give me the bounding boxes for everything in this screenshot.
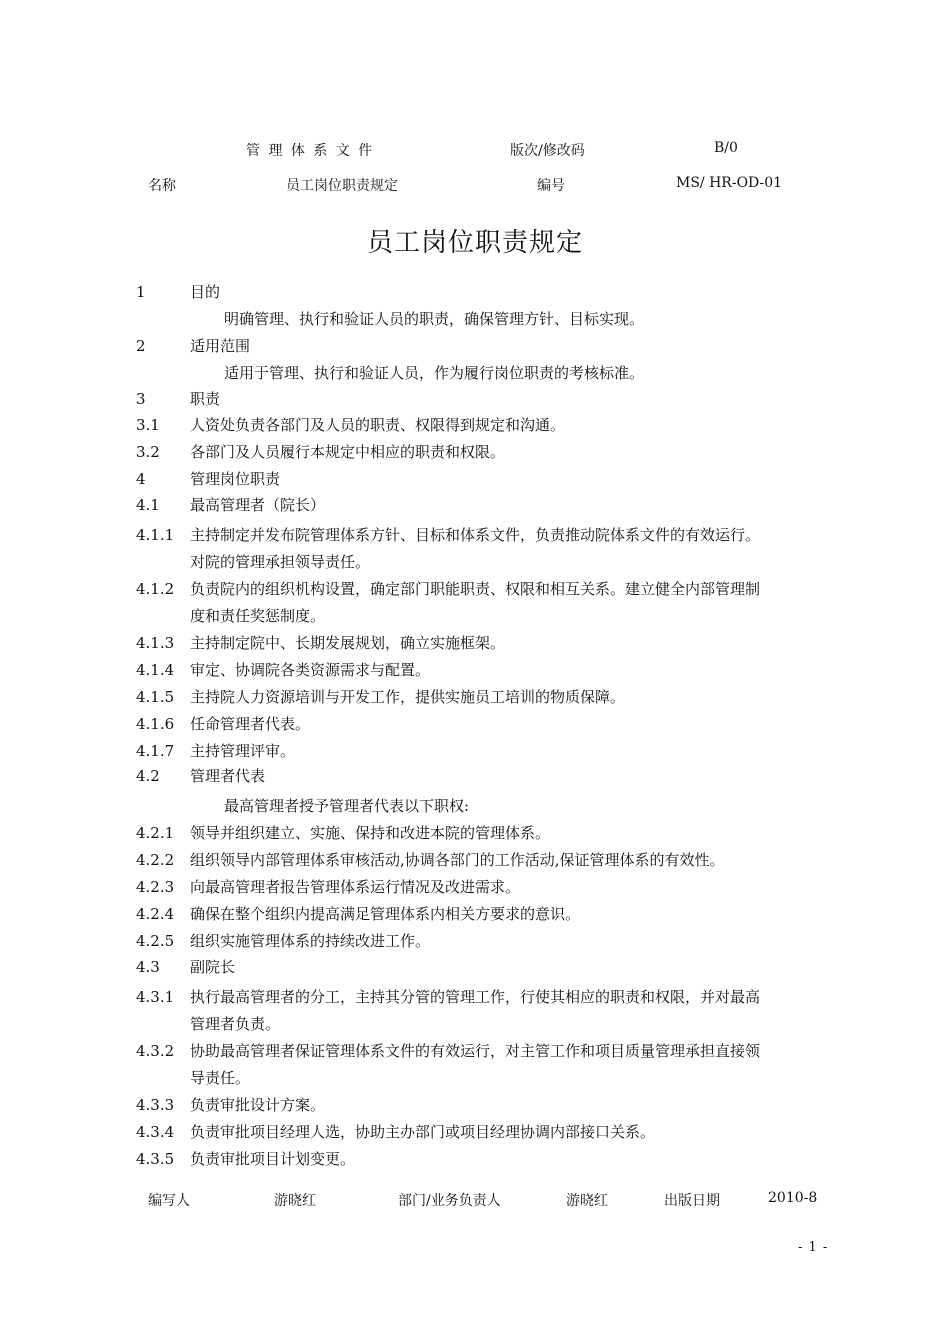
section-text: 导责任。 [190, 1069, 251, 1087]
page-number: - 1 - [798, 1240, 829, 1255]
section-number: 3.1 [136, 416, 160, 434]
section-text: 副院长 [190, 958, 236, 976]
section-text: 负责审批设计方案。 [190, 1096, 326, 1114]
section-text: 管理者负责。 [190, 1015, 281, 1033]
section-number: 4.2 [136, 767, 160, 785]
document-title: 员工岗位职责规定 [366, 228, 583, 258]
section-text: 负责审批项目计划变更。 [190, 1150, 356, 1168]
section-text: 人资处负责各部门及人员的职责、权限得到规定和沟通。 [190, 416, 566, 434]
section-number: 4 [136, 470, 146, 488]
section-text: 管理者代表 [190, 767, 266, 785]
section-text: 职责 [190, 390, 221, 408]
section-number: 2 [136, 337, 146, 355]
section-number: 4.1.3 [136, 634, 175, 652]
section-text: 主持制定院中、长期发展规划，确立实施框架。 [190, 634, 506, 652]
section-number: 4.1.4 [136, 661, 175, 679]
section-number: 4.3 [136, 958, 160, 976]
section-text: 协助最高管理者保证管理体系文件的有效运行，对主管工作和项目质量管理承担直接领 [190, 1042, 761, 1060]
section-text: 各部门及人员履行本规定中相应的职责和权限。 [190, 443, 506, 461]
section-text: 负责审批项目经理人选，协助主办部门或项目经理协调内部接口关系。 [190, 1123, 656, 1141]
section-text: 适用于管理、执行和验证人员，作为履行岗位职责的考核标准。 [224, 364, 645, 382]
section-text: 明确管理、执行和验证人员的职责，确保管理方针、目标实现。 [224, 310, 645, 328]
section-number: 4.3.1 [136, 988, 175, 1006]
section-text: 度和责任奖惩制度。 [190, 607, 326, 625]
section-number: 4.1.2 [136, 580, 175, 598]
section-number: 4.2.5 [136, 932, 175, 950]
section-number: 4.1.1 [136, 526, 175, 544]
section-number: 1 [136, 283, 146, 301]
author-value: 游晓红 [274, 1193, 316, 1209]
section-text: 目的 [190, 283, 221, 301]
date-label: 出版日期 [664, 1193, 720, 1209]
version-value: B/0 [714, 140, 738, 156]
section-number: 3.2 [136, 443, 160, 461]
section-number: 4.3.2 [136, 1042, 175, 1060]
section-number: 4.2.2 [136, 851, 175, 869]
section-text: 确保在整个组织内提高满足管理体系内相关方要求的意识。 [190, 905, 581, 923]
section-number: 4.1.6 [136, 715, 175, 733]
section-text: 领导并组织建立、实施、保持和改进本院的管理体系。 [190, 824, 551, 842]
code-value: MS/ HR-OD-01 [676, 175, 783, 191]
section-text: 主持管理评审。 [190, 742, 296, 760]
section-number: 4.2.4 [136, 905, 175, 923]
section-number: 4.3.4 [136, 1123, 175, 1141]
section-text: 主持院人力资源培训与开发工作，提供实施员工培训的物质保障。 [190, 688, 626, 706]
section-text: 组织领导内部管理体系审核活动,协调各部门的工作活动,保证管理体系的有效性。 [190, 851, 725, 869]
section-text: 执行最高管理者的分工，主持其分管的管理工作，行使其相应的职责和权限，并对最高 [190, 988, 761, 1006]
date-value: 2010-8 [768, 1190, 818, 1206]
section-text: 向最高管理者报告管理体系运行情况及改进需求。 [190, 878, 521, 896]
code-label: 编号 [537, 178, 565, 194]
dept-label: 部门/业务负责人 [398, 1193, 501, 1209]
section-text: 主持制定并发布院管理体系方针、目标和体系文件，负责推动院体系文件的有效运行。 [190, 526, 761, 544]
section-text: 最高管理者（院长） [190, 496, 326, 514]
section-text: 最高管理者授予管理者代表以下职权: [224, 797, 470, 815]
section-number: 4.2.3 [136, 878, 175, 896]
name-label: 名称 [148, 178, 176, 194]
section-text: 负责院内的组织机构设置，确定部门职能职责、权限和相互关系。建立健全内部管理制 [190, 580, 761, 598]
section-number: 4.1.7 [136, 742, 175, 760]
section-text: 任命管理者代表。 [190, 715, 311, 733]
section-number: 3 [136, 390, 146, 408]
section-text: 审定、协调院各类资源需求与配置。 [190, 661, 431, 679]
section-number: 4.3.5 [136, 1150, 175, 1168]
section-number: 4.1 [136, 496, 160, 514]
section-text: 管理岗位职责 [190, 470, 281, 488]
section-number: 4.3.3 [136, 1096, 175, 1114]
section-number: 4.2.1 [136, 824, 175, 842]
section-text: 适用范围 [190, 337, 251, 355]
name-value: 员工岗位职责规定 [286, 178, 398, 194]
version-label: 版次/修改码 [510, 143, 585, 159]
section-text: 组织实施管理体系的持续改进工作。 [190, 932, 431, 950]
section-number: 4.1.5 [136, 688, 175, 706]
section-text: 对院的管理承担领导责任。 [190, 553, 371, 571]
doc-type-label: 管 理 体 系 文 件 [246, 143, 375, 159]
author-label: 编写人 [148, 1193, 190, 1209]
dept-value: 游晓红 [566, 1193, 608, 1209]
